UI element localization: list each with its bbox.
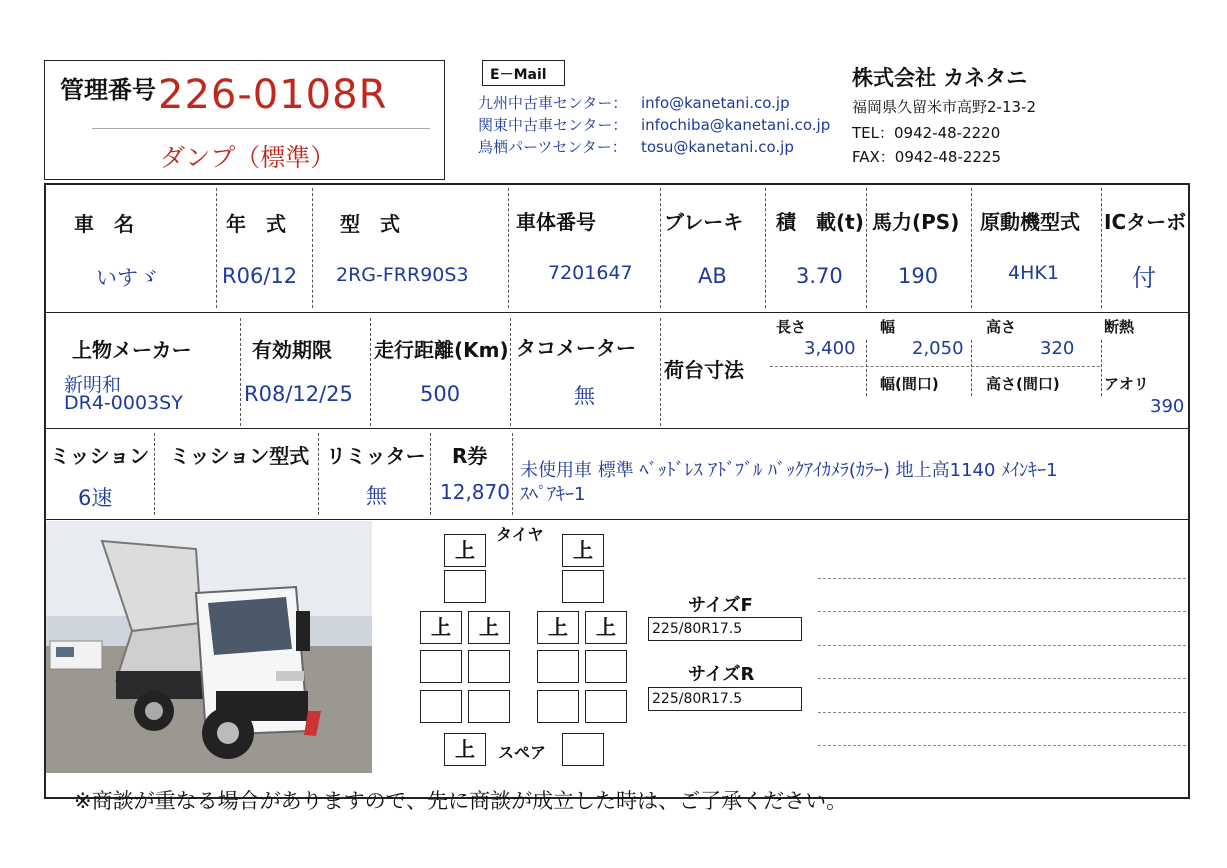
vehicle-category: ダンプ（標準） bbox=[160, 143, 336, 172]
company-address: 福岡県久留米市高野2-13-2 bbox=[852, 98, 1036, 116]
value-horsepower: 190 bbox=[898, 264, 939, 288]
bed-col-divider bbox=[1101, 340, 1102, 396]
bed-col-divider bbox=[866, 340, 867, 396]
notes-line bbox=[818, 678, 1186, 679]
mgmt-divider bbox=[92, 128, 430, 129]
tire-rear3-left-outer bbox=[420, 690, 462, 723]
footer-note: ※商談が重なる場合がありますので、先に商談が成立した時は、ご了承ください。 bbox=[74, 789, 848, 813]
row-separator bbox=[44, 519, 1190, 520]
label-ic-turbo: ICターボ bbox=[1104, 210, 1187, 234]
label-bed-dimensions: 荷台寸法 bbox=[664, 358, 744, 382]
value-mileage: 500 bbox=[420, 382, 461, 406]
row-separator bbox=[44, 428, 1190, 429]
value-aori: 390 bbox=[1150, 396, 1185, 417]
tire-rear3-left-inner bbox=[468, 690, 510, 723]
tire-rear-left-outer: 上 bbox=[420, 611, 462, 644]
company-name: 株式会社 カネタニ bbox=[852, 66, 1028, 90]
col-divider bbox=[154, 433, 155, 515]
tire-spare-2 bbox=[562, 733, 604, 766]
label-car-name: 車 名 bbox=[74, 212, 134, 236]
spare-label: スペア bbox=[498, 743, 547, 762]
value-limiter: 無 bbox=[366, 484, 387, 508]
value-bed-height: 320 bbox=[1040, 338, 1075, 359]
label-tachometer: タコメーター bbox=[516, 336, 636, 360]
tire-rear2-left-outer bbox=[420, 650, 462, 683]
col-divider bbox=[765, 188, 766, 308]
notes-line bbox=[818, 712, 1186, 713]
email-row-kyushu bbox=[478, 92, 790, 113]
col-divider bbox=[510, 318, 511, 426]
notes-line bbox=[818, 745, 1186, 746]
mgmt-label: 管理番号 bbox=[60, 76, 156, 104]
notes-line bbox=[818, 611, 1186, 612]
bed-col-divider bbox=[971, 340, 972, 396]
tire-spare: 上 bbox=[444, 733, 486, 766]
size-f-value: 225/80R17.5 bbox=[652, 621, 743, 637]
col-divider bbox=[216, 188, 217, 308]
col-divider bbox=[508, 188, 509, 308]
col-divider bbox=[1101, 188, 1102, 308]
email-address[interactable]: infochiba@kanetani.co.jp bbox=[641, 116, 831, 134]
col-divider bbox=[240, 318, 241, 426]
label-height-opening: 高さ(間口) bbox=[986, 375, 1060, 393]
email-center-name: 関東中古車センター： bbox=[478, 116, 628, 134]
value-bed-length: 3,400 bbox=[804, 338, 856, 359]
tire-label: タイヤ bbox=[496, 525, 544, 544]
tire-rear2-right-outer bbox=[585, 650, 627, 683]
label-brake: ブレーキ bbox=[664, 210, 744, 234]
label-insulation: 断熱 bbox=[1104, 318, 1135, 336]
value-r-ticket: 12,870 bbox=[440, 480, 510, 504]
value-ic-turbo: 付 bbox=[1132, 264, 1156, 292]
tire-front-left-2 bbox=[444, 570, 486, 603]
label-r-ticket: R券 bbox=[452, 444, 488, 468]
col-divider bbox=[971, 188, 972, 308]
value-model: 2RG-FRR90S3 bbox=[336, 264, 469, 286]
label-model: 型 式 bbox=[340, 212, 400, 236]
value-bed-width: 2,050 bbox=[912, 338, 964, 359]
label-body-maker: 上物メーカー bbox=[72, 338, 192, 362]
value-body-model: DR4-0003SY bbox=[64, 392, 183, 414]
label-expiry: 有効期限 bbox=[252, 338, 332, 362]
email-address[interactable]: tosu@kanetani.co.jp bbox=[641, 138, 794, 156]
col-divider bbox=[512, 433, 513, 515]
col-divider bbox=[318, 433, 319, 515]
company-tel: TEL：0942-48-2220 bbox=[852, 124, 1001, 142]
tire-rear-right-inner: 上 bbox=[537, 611, 579, 644]
size-r-label: サイズR bbox=[688, 664, 755, 685]
email-row-tosu bbox=[478, 136, 794, 157]
value-expiry: R08/12/25 bbox=[244, 382, 353, 406]
col-divider bbox=[312, 188, 313, 308]
vehicle-photo bbox=[46, 521, 372, 773]
bed-divider bbox=[770, 366, 1100, 367]
label-horsepower: 馬力(PS) bbox=[872, 210, 960, 234]
value-year: R06/12 bbox=[222, 264, 298, 288]
notes-line bbox=[818, 578, 1186, 579]
company-fax: FAX：0942-48-2225 bbox=[852, 148, 1002, 166]
mgmt-number: 226-0108R bbox=[158, 72, 388, 118]
email-address[interactable]: info@kanetani.co.jp bbox=[641, 94, 790, 112]
col-divider bbox=[430, 433, 431, 515]
label-width-opening: 幅(間口) bbox=[880, 375, 939, 393]
label-mileage: 走行距離(Km) bbox=[374, 338, 509, 362]
tire-rear-left-inner: 上 bbox=[468, 611, 510, 644]
size-f-label: サイズF bbox=[688, 595, 753, 616]
label-bed-height: 高さ bbox=[986, 318, 1017, 336]
label-chassis-no: 車体番号 bbox=[516, 210, 596, 234]
label-mission: ミッション bbox=[50, 444, 150, 468]
label-aori: アオリ bbox=[1104, 375, 1149, 393]
value-engine-model: 4HK1 bbox=[1008, 262, 1059, 284]
value-brake: AB bbox=[698, 264, 727, 288]
label-bed-width: 幅 bbox=[880, 318, 896, 336]
tire-rear3-right-outer bbox=[585, 690, 627, 723]
value-tachometer: 無 bbox=[574, 384, 595, 408]
label-load: 積 載(t) bbox=[776, 210, 864, 234]
label-engine-model: 原動機型式 bbox=[980, 210, 1080, 234]
dump-truck-image bbox=[46, 521, 372, 773]
notes-line-2: ｽﾍﾟｱｷｰ1 bbox=[520, 484, 586, 505]
value-load: 3.70 bbox=[796, 264, 843, 288]
tire-front-left: 上 bbox=[444, 534, 486, 567]
tire-rear2-left-inner bbox=[468, 650, 510, 683]
tire-rear2-right-inner bbox=[537, 650, 579, 683]
tire-rear3-right-inner bbox=[537, 690, 579, 723]
email-center-name: 鳥栖パーツセンター： bbox=[478, 138, 627, 156]
value-chassis-no: 7201647 bbox=[548, 262, 633, 284]
value-car-name: いすゞ bbox=[96, 266, 159, 290]
email-label: E－Mail bbox=[490, 67, 547, 83]
notes-line bbox=[818, 645, 1186, 646]
email-center-name: 九州中古車センター： bbox=[478, 94, 628, 112]
email-row-kanto bbox=[478, 114, 830, 135]
label-limiter: リミッター bbox=[326, 444, 426, 468]
tire-front-right: 上 bbox=[562, 534, 604, 567]
col-divider bbox=[370, 318, 371, 426]
tire-front-right-2 bbox=[562, 570, 604, 603]
tire-rear-right-outer: 上 bbox=[585, 611, 627, 644]
label-year: 年 式 bbox=[226, 212, 286, 236]
col-divider bbox=[866, 188, 867, 308]
value-body-maker: 新明和 bbox=[64, 374, 122, 396]
notes-line-1: 未使用車 標準 ﾍﾞｯﾄﾞﾚｽ ｱﾄﾞﾌﾞﾙ ﾊﾞｯｸｱｲｶﾒﾗ(ｶﾗｰ) 地上高1140 ﾒｲﾝｷｰ1 bbox=[520, 460, 1058, 481]
row-separator bbox=[44, 312, 1190, 313]
size-r-value: 225/80R17.5 bbox=[652, 691, 743, 707]
col-divider bbox=[660, 318, 661, 426]
value-mission: 6速 bbox=[78, 486, 113, 510]
label-mission-type: ミッション型式 bbox=[170, 444, 310, 468]
col-divider bbox=[660, 188, 661, 308]
label-bed-length: 長さ bbox=[776, 318, 807, 336]
